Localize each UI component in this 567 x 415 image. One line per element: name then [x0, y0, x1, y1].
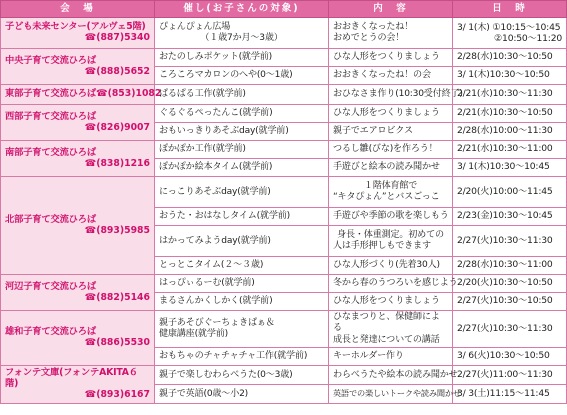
event-name-cell: [155, 105, 329, 123]
venue-name: 河辺子育て交流ひろば: [5, 280, 96, 292]
event-content-cell-line: つるし雛(びな)を作ろう！: [333, 144, 438, 155]
event-content-cell-line: ひな人形づくり(先着30人): [333, 260, 440, 271]
event-datetime-cell: [453, 293, 567, 311]
event-content-cell-line: わらべうたや絵本の読み聞かせ: [333, 369, 458, 380]
event-content-cell: [329, 311, 453, 348]
event-datetime-cell-line: 3/ 1(木)10:30～10:50: [457, 69, 550, 81]
event-datetime-cell: [453, 67, 567, 85]
event-datetime-cell-line: 3/ 3(土)11:15～11:45: [457, 387, 550, 399]
venue-name: 西部子育て交流ひろば: [5, 110, 96, 122]
venue-name: 中央子育て交流ひろば: [5, 54, 96, 66]
venue-cell: [1, 275, 155, 311]
event-content-cell: [329, 257, 453, 275]
event-datetime-cell-line: 2/27(火)10:30～10:50: [457, 295, 553, 307]
event-datetime-cell-line: 3/ 6(火)10:30～10:50: [457, 350, 550, 362]
event-content-cell: [329, 159, 453, 177]
event-name-cell-line: 親子あそびぐーちょきぱぁ＆: [159, 317, 275, 328]
event-datetime-cell-line: 3/ 1(木)10:30～10:45: [457, 161, 550, 173]
venue-phone[interactable]: ☎(853)1082: [95, 88, 162, 100]
event-name-cell-line: 親子で英語(0歳～小2): [159, 388, 249, 399]
event-name-cell-line: ぴょんぴょん広場: [159, 21, 231, 32]
event-name-cell-line: とっとこタイム(２～３歳): [159, 260, 264, 271]
event-content-cell-line: １階体育館で: [363, 180, 418, 191]
event-name-cell-line: おたのしみポケット(就学前): [159, 52, 272, 63]
event-name-cell-line: （１歳7か月～3歳）: [200, 33, 283, 43]
event-content-cell: [329, 275, 458, 293]
venue-phone[interactable]: ☎(893)6167: [84, 389, 150, 401]
event-name-cell-line: ぽかぽか工作(就学前): [159, 144, 246, 155]
event-content-cell: [329, 67, 453, 85]
event-content-cell-line: おおきくなったね！の会: [333, 70, 431, 81]
venue-cell: [1, 366, 155, 404]
venue-name: 雄和子育て交流ひろば: [5, 326, 96, 338]
venue-name: 南部子育て交流ひろば: [5, 146, 96, 158]
event-content-cell: [329, 105, 453, 123]
event-name-cell-line: 親子で楽しむわらべうた(0～3歳): [159, 369, 293, 380]
event-name-cell: [155, 226, 329, 257]
event-datetime-cell-line: 2/27(火)10:30～11:30: [457, 322, 553, 334]
event-content-cell-line: おひなさま作り(10:30受付終了): [333, 89, 463, 100]
event-content-cell-line: ひな人形をつくりましょう: [333, 296, 440, 307]
venue-cell: [1, 49, 155, 85]
event-content-cell-line: おめでとうの会！: [333, 33, 405, 43]
event-name-cell: [155, 293, 329, 311]
event-name-cell: [155, 49, 329, 67]
event-name-cell-line: ぱるぱる工作(就学前): [159, 89, 246, 100]
event-content-cell-line: 手遊びや季節の歌を楽しもう: [333, 211, 449, 222]
venue-cell: [1, 141, 155, 177]
venue-phone[interactable]: ☎(882)5146: [84, 291, 150, 303]
event-content-cell-line: おおきくなったね！: [333, 21, 414, 32]
event-name-cell: [155, 141, 329, 159]
event-name-cell: [155, 311, 329, 348]
event-name-cell: [155, 348, 329, 366]
event-datetime-cell: [453, 177, 567, 208]
event-datetime-cell-line: 2/28(水)10:30～10:50: [457, 51, 553, 63]
event-datetime-cell: [453, 257, 567, 275]
event-datetime-cell-line: 2/28(水)10:00～11:30: [457, 125, 553, 137]
event-datetime-cell: [453, 275, 567, 293]
event-datetime-cell-line: 2/21(水)10:30～11:00: [457, 143, 553, 155]
event-content-cell: [329, 18, 453, 49]
schedule-body: [1, 18, 567, 404]
event-name-cell: [155, 18, 329, 49]
event-datetime-cell-line: 2/20(火)10:00～11:45: [457, 185, 553, 197]
event-name-cell: [155, 67, 329, 85]
event-datetime-cell: [453, 18, 567, 49]
event-name-cell-line: はかってみようday(就学前): [159, 235, 271, 246]
table-row: [1, 177, 567, 208]
event-datetime-cell: [453, 366, 567, 385]
datetime-column-header: 日 時: [453, 1, 567, 18]
table-row: [1, 18, 567, 49]
event-content-cell-line: キーホルダー作り: [333, 351, 404, 362]
event-content-cell: [329, 385, 461, 404]
venue-cell: [1, 105, 155, 141]
venue-phone[interactable]: ☎(888)5652: [84, 65, 150, 77]
venue-phone[interactable]: ☎(826)9007: [84, 121, 150, 133]
venue-phone[interactable]: ☎(886)5530: [84, 337, 150, 349]
event-content-cell: [329, 293, 453, 311]
event-content-cell: [329, 141, 453, 159]
event-datetime-cell: [453, 123, 567, 141]
event-name-cell: [155, 208, 329, 226]
venue-name: 東部子育て交流ひろば: [5, 88, 96, 100]
event-content-cell: [329, 208, 453, 226]
event-content-cell-line: 成長と発達についての講話: [333, 334, 440, 345]
event-name-cell-line: おもいっきりあそぶday(就学前): [159, 126, 289, 137]
event-datetime-cell: [453, 208, 567, 226]
event-datetime-cell: [453, 311, 567, 348]
event-name-cell: [155, 85, 329, 105]
event-datetime-cell-line: 2/23(金)10:30～10:45: [457, 210, 553, 222]
venue-column-header: 会 場: [1, 1, 155, 18]
table-row: [1, 275, 567, 293]
content-column-header: 内 容: [329, 1, 453, 18]
event-datetime-cell: [453, 385, 567, 404]
event-datetime-cell-line: ②10:50～11:20: [494, 33, 562, 44]
event-name-cell-line: ぐるぐるぺったんこ(就学前): [159, 108, 273, 119]
venue-name: 子ども未来センター(アルヴェ5階): [5, 21, 146, 33]
event-name-cell: [155, 257, 329, 275]
venue-phone[interactable]: ☎(887)5340: [84, 32, 150, 43]
event-content-cell-line: 身長・体重測定。初めての: [337, 229, 444, 240]
event-datetime-cell: [453, 226, 567, 257]
event-datetime-cell-line: 2/27(火)10:30～11:30: [457, 234, 553, 246]
event-name-cell-line: にっこりあそぶday(就学前): [159, 186, 271, 197]
event-content-cell-line: 冬から春のうつろいを感じよう: [333, 278, 458, 289]
event-content-cell-line: ひなまつりと、保健師による: [333, 312, 440, 334]
venue-name: フォンテ文庫(フォンテAKITA６階): [5, 367, 138, 390]
event-content-cell-line: 人は手形押しもできます: [333, 241, 431, 251]
event-column-header: 催し(お子さんの対象): [155, 1, 329, 18]
event-name-cell: [155, 123, 329, 141]
event-datetime-cell: [453, 141, 567, 159]
event-datetime-cell: [453, 159, 567, 177]
event-name-cell-line: はっぴぃるーむ(就学前): [159, 278, 255, 289]
event-datetime-cell-line: 2/28(水)10:30～11:00: [457, 259, 553, 271]
event-datetime-cell-line: 2/21(水)10:30～10:50: [457, 107, 553, 119]
event-content-cell: [329, 177, 453, 208]
event-datetime-cell-line: 2/21(水)10:30～11:30: [457, 88, 553, 100]
event-content-cell-line: 英語での楽しいトークや読み聞かせ: [333, 388, 461, 399]
table-row: [1, 366, 567, 385]
venue-cell: [1, 177, 155, 275]
event-content-cell: [329, 49, 453, 67]
venue-cell: [1, 18, 155, 49]
event-name-cell: [155, 366, 329, 385]
event-name-cell-line: ぽかぽか絵本タイム(就学前): [159, 162, 273, 173]
event-content-cell: [329, 366, 458, 385]
table-row: [1, 105, 567, 123]
event-content-cell-line: ひな人形をつくりましょう: [333, 108, 440, 119]
event-content-cell-line: 親子でエアロビクス: [333, 126, 413, 137]
event-content-cell-line: ひな人形をつくりましょう: [333, 52, 440, 63]
event-content-cell: [329, 348, 453, 366]
table-row: [1, 49, 567, 67]
event-name-cell: [155, 159, 329, 177]
event-name-cell-line: おうた・おはなしタイム(就学前): [159, 211, 291, 222]
table-row: [1, 85, 567, 105]
event-name-cell-line: 健康講座(就学前): [159, 329, 228, 340]
event-datetime-cell-line: 3/ 1(木) ①10:15～10:45: [457, 21, 561, 33]
event-content-cell: [329, 226, 453, 257]
event-content-cell: [329, 123, 453, 141]
event-name-cell-line: ころころマカロンのへや(0～1歳): [159, 70, 293, 81]
venue-phone[interactable]: ☎(893)5985: [84, 224, 150, 236]
venue-cell: [1, 85, 162, 105]
event-name-cell: [155, 385, 329, 404]
event-name-cell-line: おもちゃのチャチャチャ工作(就学前): [159, 351, 308, 362]
venue-cell: [1, 311, 155, 366]
table-header-row: [1, 1, 567, 18]
event-name-cell-line: まるさんかくしかく(就学前): [159, 296, 273, 307]
event-content-cell-line: 手遊びと絵本の読み聞かせ: [333, 162, 440, 173]
event-datetime-cell: [453, 49, 567, 67]
venue-phone[interactable]: ☎(838)1216: [84, 157, 150, 169]
event-datetime-cell: [453, 85, 567, 105]
table-row: [1, 141, 567, 159]
event-datetime-cell-line: 2/20(火)10:30～10:50: [457, 277, 553, 289]
event-datetime-cell-line: 2/27(火)11:00～11:30: [457, 368, 553, 380]
event-datetime-cell: [453, 348, 567, 366]
venue-name: 北部子育て交流ひろば: [5, 213, 96, 225]
event-content-cell: [329, 85, 463, 105]
table-row: [1, 311, 567, 348]
event-content-cell-line: “キタぴょん”とバスごっこ: [333, 192, 440, 202]
event-datetime-cell: [453, 105, 567, 123]
event-name-cell: [155, 275, 329, 293]
event-name-cell: [155, 177, 329, 208]
